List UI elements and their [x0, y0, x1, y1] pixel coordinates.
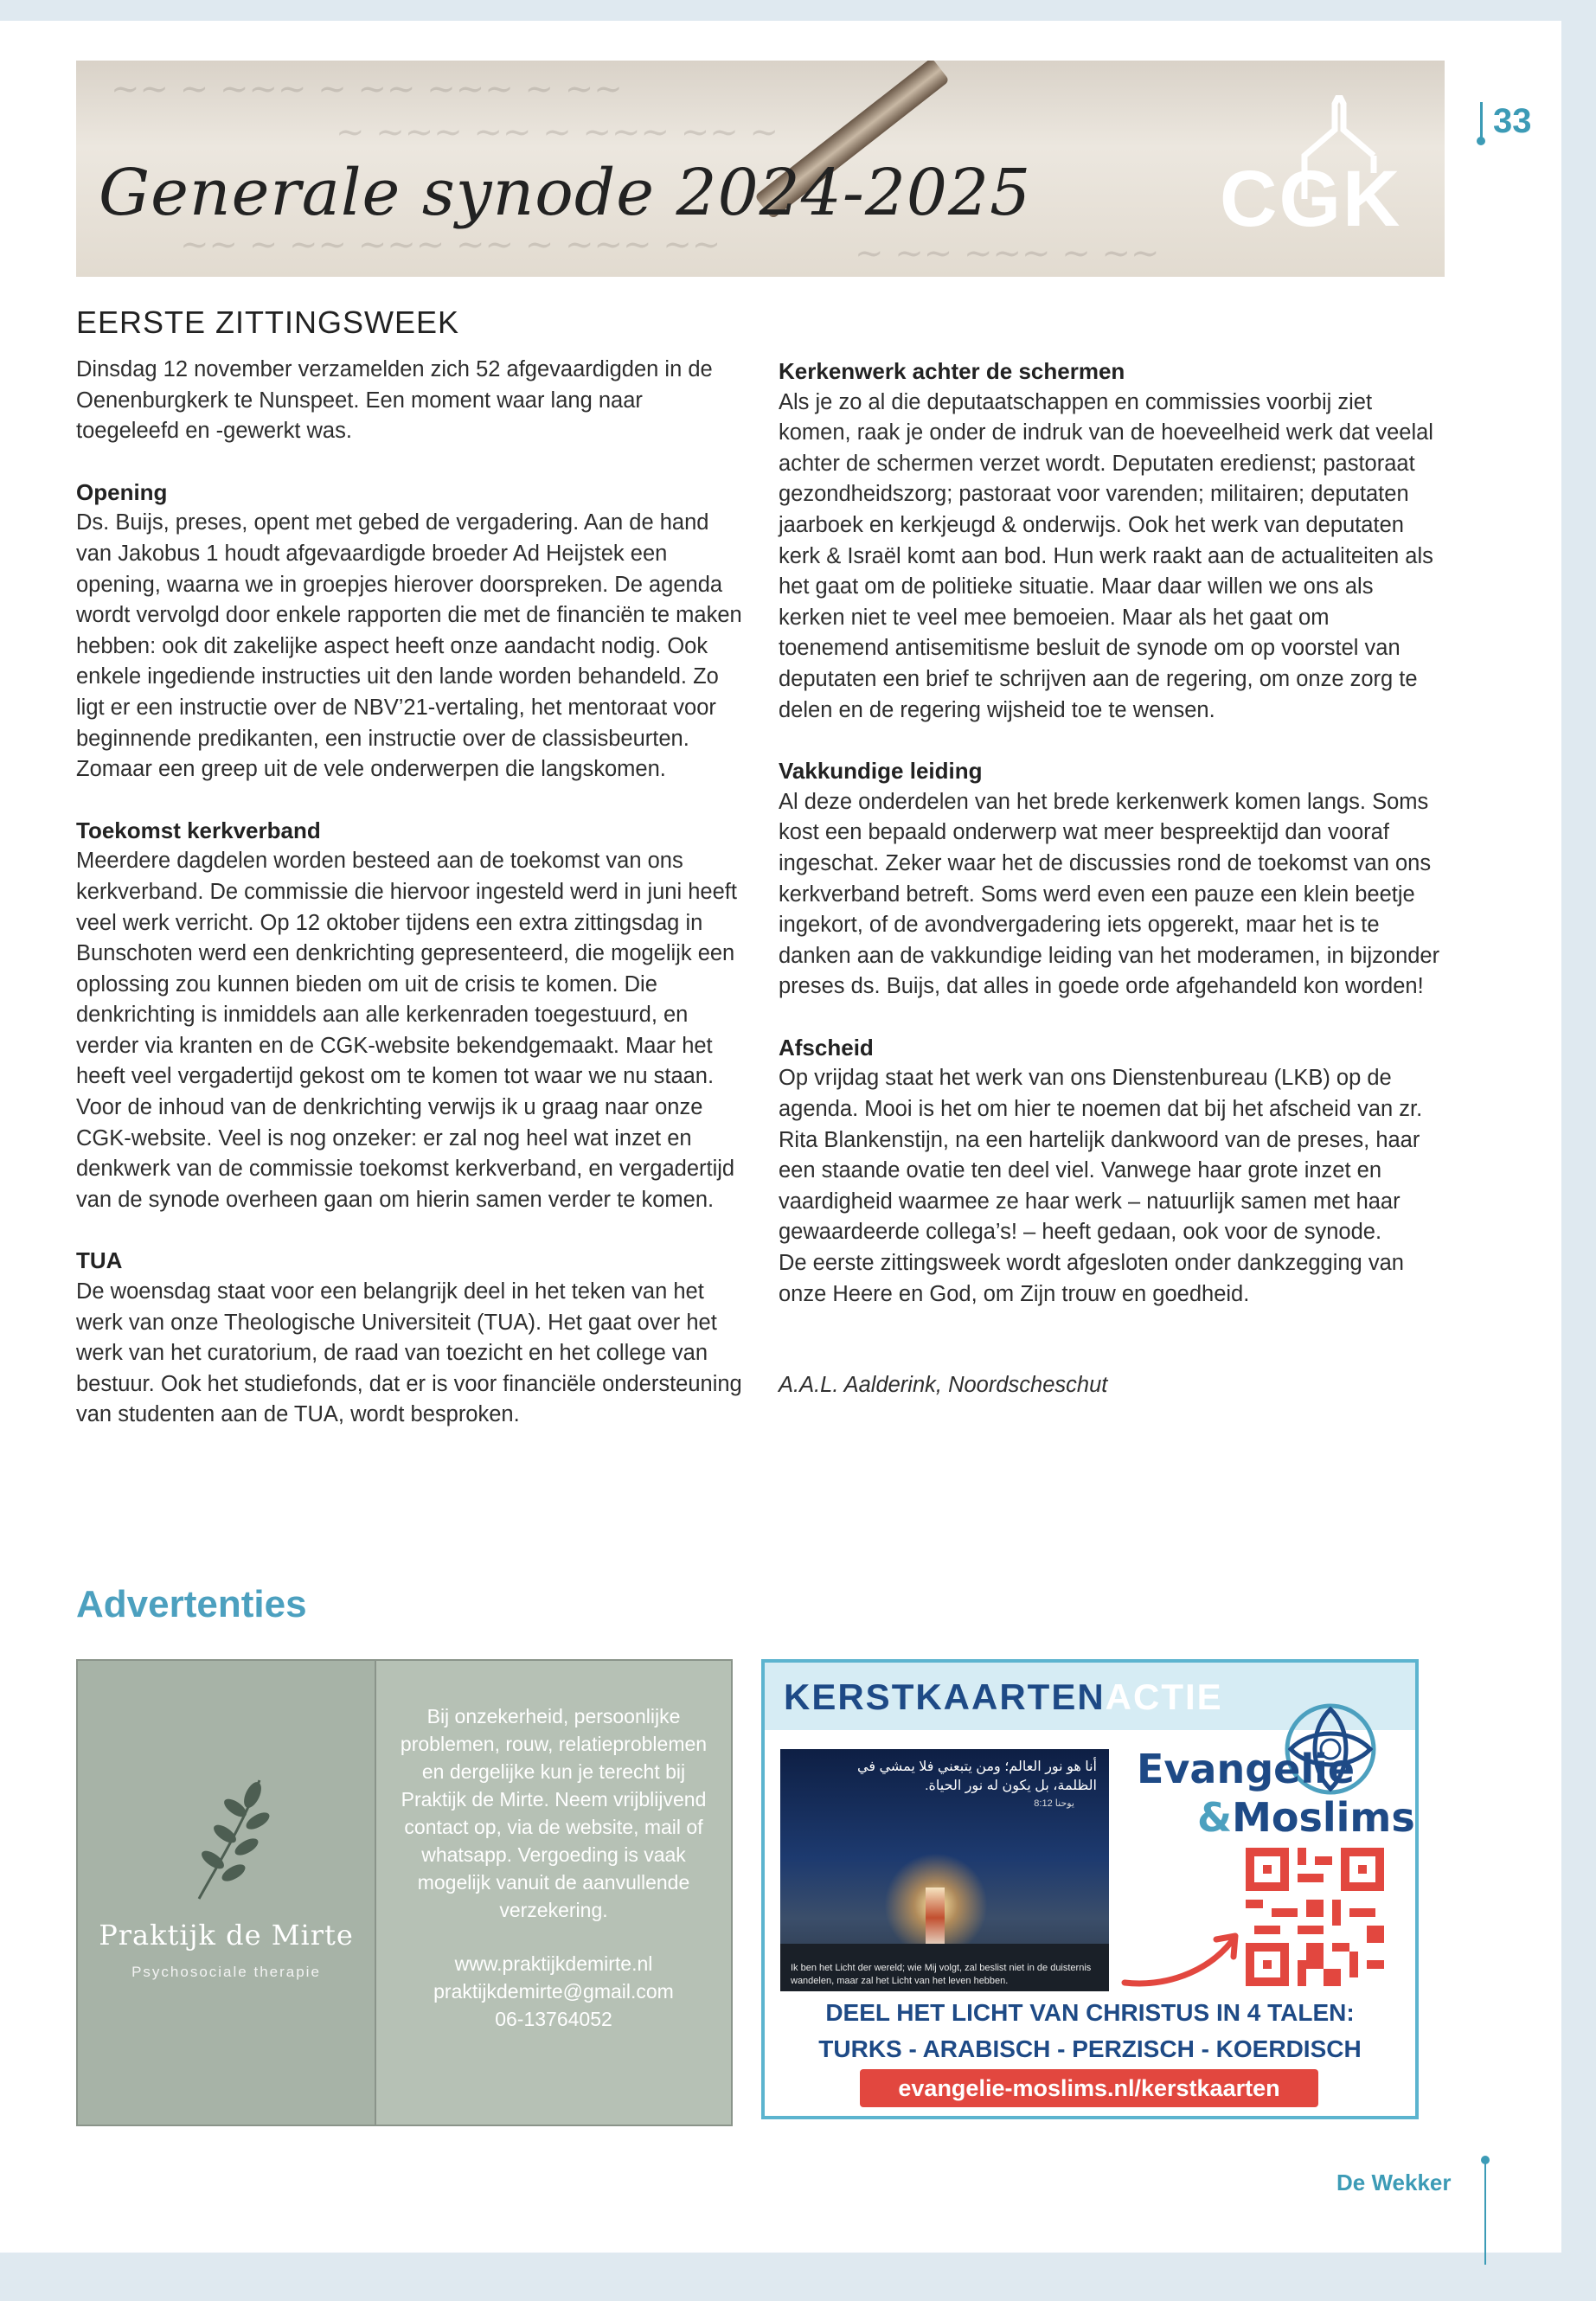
banner-texture: ~~ ~ ~~~ ~ ~~ ~~~ ~ ~~: [111, 69, 623, 109]
mirte-name: Praktijk de Mirte: [99, 1919, 354, 1952]
mirte-logo-panel: [78, 1661, 376, 2125]
mirte-phone[interactable]: 06-13764052: [495, 2008, 612, 2030]
paragraph-leiding: Al deze onderdelen van het brede kerkenwerk komen langs. Soms kost een bepaald onderwerp wat meer bespreektijd dan vooraf ingeschat. Zeker waar het de discussies rond de toekomst van ons kerkverband betreft. Soms werd even een pauze een klein beetje ingekort, of de avondvergadering iets opgerekt, maar het is te danken aan de vakkundige leiding van het moderamen, in bijzonder preses ds. Buijs, dat alles in goede orde afgehandeld kon worden!: [779, 789, 1440, 999]
heading-leiding: Vakkundige leiding: [779, 758, 983, 785]
ad2-header-text: [784, 1676, 1223, 1718]
page-number-dot: [1477, 137, 1485, 145]
intro-paragraph: Dinsdag 12 november verzamelden zich 52 afgevaardigden in de Oenenburgkerk te Nunspeet. Een moment waar lang naar toegeleefd en -gewerkt was.: [76, 357, 713, 444]
article-column-left: [76, 355, 742, 1461]
paragraph-afscheid-1: Op vrijdag staat het werk van ons Dienstenbureau (LKB) op de agenda. Mooi is het om hier te noemen dat bij het afscheid van zr. Rita Blankenstijn, na een hartelijk dankwoord van de preses, haar een staande ovatie ten deel viel. Vanwege haar grote inzet en vaardigheid waarmee ze haar werk – natuurlijk samen met haar gewaardeerde collega’s! – heeft gedaan, ook voor de synode.: [779, 1066, 1423, 1245]
ad2-slogan-line1: DEEL HET LICHT VAN CHRISTUS IN 4 TALEN:: [825, 1999, 1355, 2026]
heading-tua: TUA: [76, 1247, 123, 1274]
paragraph-kerkenwerk: Als je zo al die deputaatschappen en commissies voorbij ziet komen, raak je onder de indruk van de hoeveelheid werk dat veelal achter de schermen verzet wordt. Deputaten eredienst; pastoraat gezondheidszorg; pastoraat voor varenden; militairen; deputaten jaarboek en kerkjeugd & onderwijs. Ook het werk van deputaten kerk & Israël komt aan bod. Hun werk raakt aan de actualiteiten als het gaat om de politieke situatie. Maar daar willen we ons als kerken niet te veel mee bemoeien. Maar als het gaat om toenemend antisemitisme besluit de synode om op voorstel van deputaten een brief te schrijven aan de regering, om onze zorg te delen en de regering wijsheid toe te wensen.: [779, 389, 1433, 722]
paragraph-toekomst: Meerdere dagdelen worden besteed aan de toekomst van ons kerkverband. De commissie die hiervoor ingesteld werd in juni heeft veel werk verricht. Op 12 oktober tijdens een extra zittingsdag in Bunschoten werd een denkrichting gepresenteerd, die mogelijk een oplossing zou kunnen bieden om uit de crisis te komen. Die denkrichting is inmiddels aan alle kerkenraden toegestuurd, en verder via kranten en de CGK-website bekendgemaakt. Maar het heeft veel vergadertijd gekost om te komen tot waar we nu staan. Voor de inhoud van de denkrichting verwijs ik u graag naar onze CGK-website. Veel is nog onzeker: er zal nog heel wat inzet en denkwerk van de commissie toekomst kerkverband, en vergadertijd van de synode overheen gaan om hierin samen verder te komen.: [76, 849, 737, 1212]
page-bottom-band: [0, 2254, 1596, 2301]
ad2-url-link[interactable]: evangelie-moslims.nl/kerstkaarten: [860, 2069, 1318, 2107]
footer-bar: [1484, 2161, 1486, 2265]
footer-magazine-name: De Wekker: [1336, 2170, 1452, 2195]
heading-kerkenwerk: Kerkenwerk achter de schermen: [779, 358, 1125, 384]
paragraph-tua: De woensdag staat voor een belangrijk deel in het teken van het werk van onze Theologische Universiteit (TUA). Het gaat over het werk van het curatorium, de raad van toezicht en het college van bestuur. Ook het studiefonds, dat er is voor financiële ondersteuning van studenten aan de TUA, wordt besproken.: [76, 1279, 742, 1427]
ad-praktijk-de-mirte[interactable]: [76, 1659, 733, 2126]
brand-evangelie: Evangelie: [1137, 1746, 1356, 1792]
heading-toekomst: Toekomst kerkverband: [76, 817, 321, 843]
page-edge: [1561, 0, 1596, 2301]
mirte-body: Bij onzekerheid, persoonlijke problemen, rouw, relatieproblemen en dergelijke kun je terecht bij Praktijk de Mirte. Neem vrijblijvend contact op, via de website, mail of whatsapp. Vergoeding is vaak mogelijk vanuit de aanvullende verzekering.: [400, 1705, 708, 1921]
card-dutch-text: Ik ben het Licht der wereld; wie Mij volgt, zal beslist niet in de duisternis wandelen, maar zal het Licht van het leven hebben.: [791, 1963, 1092, 1986]
card-arabic-text: أنا هو نور العالم؛ ومن يتبعني فلا يمشي في الظلمة، بل يكون له نور الحياة.: [857, 1759, 1097, 1793]
leaf-branch-icon: [182, 1773, 277, 1903]
mirte-subtitle: Psychosociale therapie: [131, 1964, 321, 1980]
heading-afscheid: Afscheid: [779, 1034, 874, 1061]
heading-opening: Opening: [76, 478, 168, 505]
author: A.A.L. Aalderink, Noordscheschut: [779, 1373, 1108, 1398]
paragraph-afscheid-2: De eerste zittingsweek wordt afgesloten onder dankzegging van onze Heere en God, om Zijn trouw en goedheid.: [779, 1251, 1404, 1306]
banner-texture: ~ ~~~ ~~ ~ ~~~ ~~ ~: [336, 112, 779, 152]
lighthouse-icon: [926, 1888, 945, 1948]
mirte-website[interactable]: www.praktijkdemirte.nl: [454, 1952, 653, 1975]
logo-text: CGK: [1220, 155, 1402, 243]
brand-moslims-line: [1197, 1794, 1415, 1841]
article-column-right: [779, 356, 1445, 1432]
qr-code-icon[interactable]: [1246, 1848, 1384, 1986]
arrow-icon: [1119, 1922, 1249, 1991]
ad-kerstkaartenactie[interactable]: [761, 1659, 1419, 2119]
brand-moslims: Moslims: [1232, 1794, 1415, 1841]
ad2-slogan: [765, 1995, 1415, 2067]
card-verse-ref: يوحنا 8:12: [1034, 1798, 1074, 1809]
brand-ampersand: &: [1197, 1794, 1233, 1841]
mirte-contact: [376, 1950, 731, 2033]
section-title: EERSTE ZITTINGSWEEK: [76, 304, 460, 340]
ad2-slogan-line2: TURKS - ARABISCH - PERZISCH - KOERDISCH: [818, 2035, 1362, 2062]
page-number: 33: [1493, 102, 1532, 140]
mirte-email[interactable]: praktijkdemirte@gmail.com: [433, 1980, 674, 2003]
mirte-text-panel: [376, 1661, 731, 2125]
ads-title: Advertenties: [76, 1583, 307, 1625]
header-banner: [76, 61, 1445, 277]
banner-texture: ~ ~~ ~~~ ~ ~~: [855, 234, 1160, 273]
paragraph-opening: Ds. Buijs, preses, opent met gebed de vergadering. Aan de hand van Jakobus 1 houdt afgevaardigde broeder Ad Heijstek een opening, waarna we in groepjes hierover doorspreken. De agenda wordt vervolgd door enkele rapporten die met de financiën te maken hebben: ook dit zakelijke aspect heeft onze aandacht nodig. Ook enkele ingediende instructies uit den lande worden behandeld. Zo ligt er een instructie over de NBV’21-vertaling, het mentoraat voor beginnende predikanten, een instructie over de classisbeurten. Zomaar een greep uit de vele onderwerpen die langskomen.: [76, 510, 742, 782]
banner-texture: ~~ ~ ~~ ~~~ ~~ ~ ~~~ ~~: [180, 225, 721, 265]
page-title: Generale synode 2024-2025: [99, 156, 1032, 230]
ad2-header-dark: KERSTKAARTEN: [784, 1676, 1106, 1717]
christmas-card-image: [780, 1749, 1109, 1991]
ad2-header-light: ACTIE: [1105, 1676, 1223, 1717]
